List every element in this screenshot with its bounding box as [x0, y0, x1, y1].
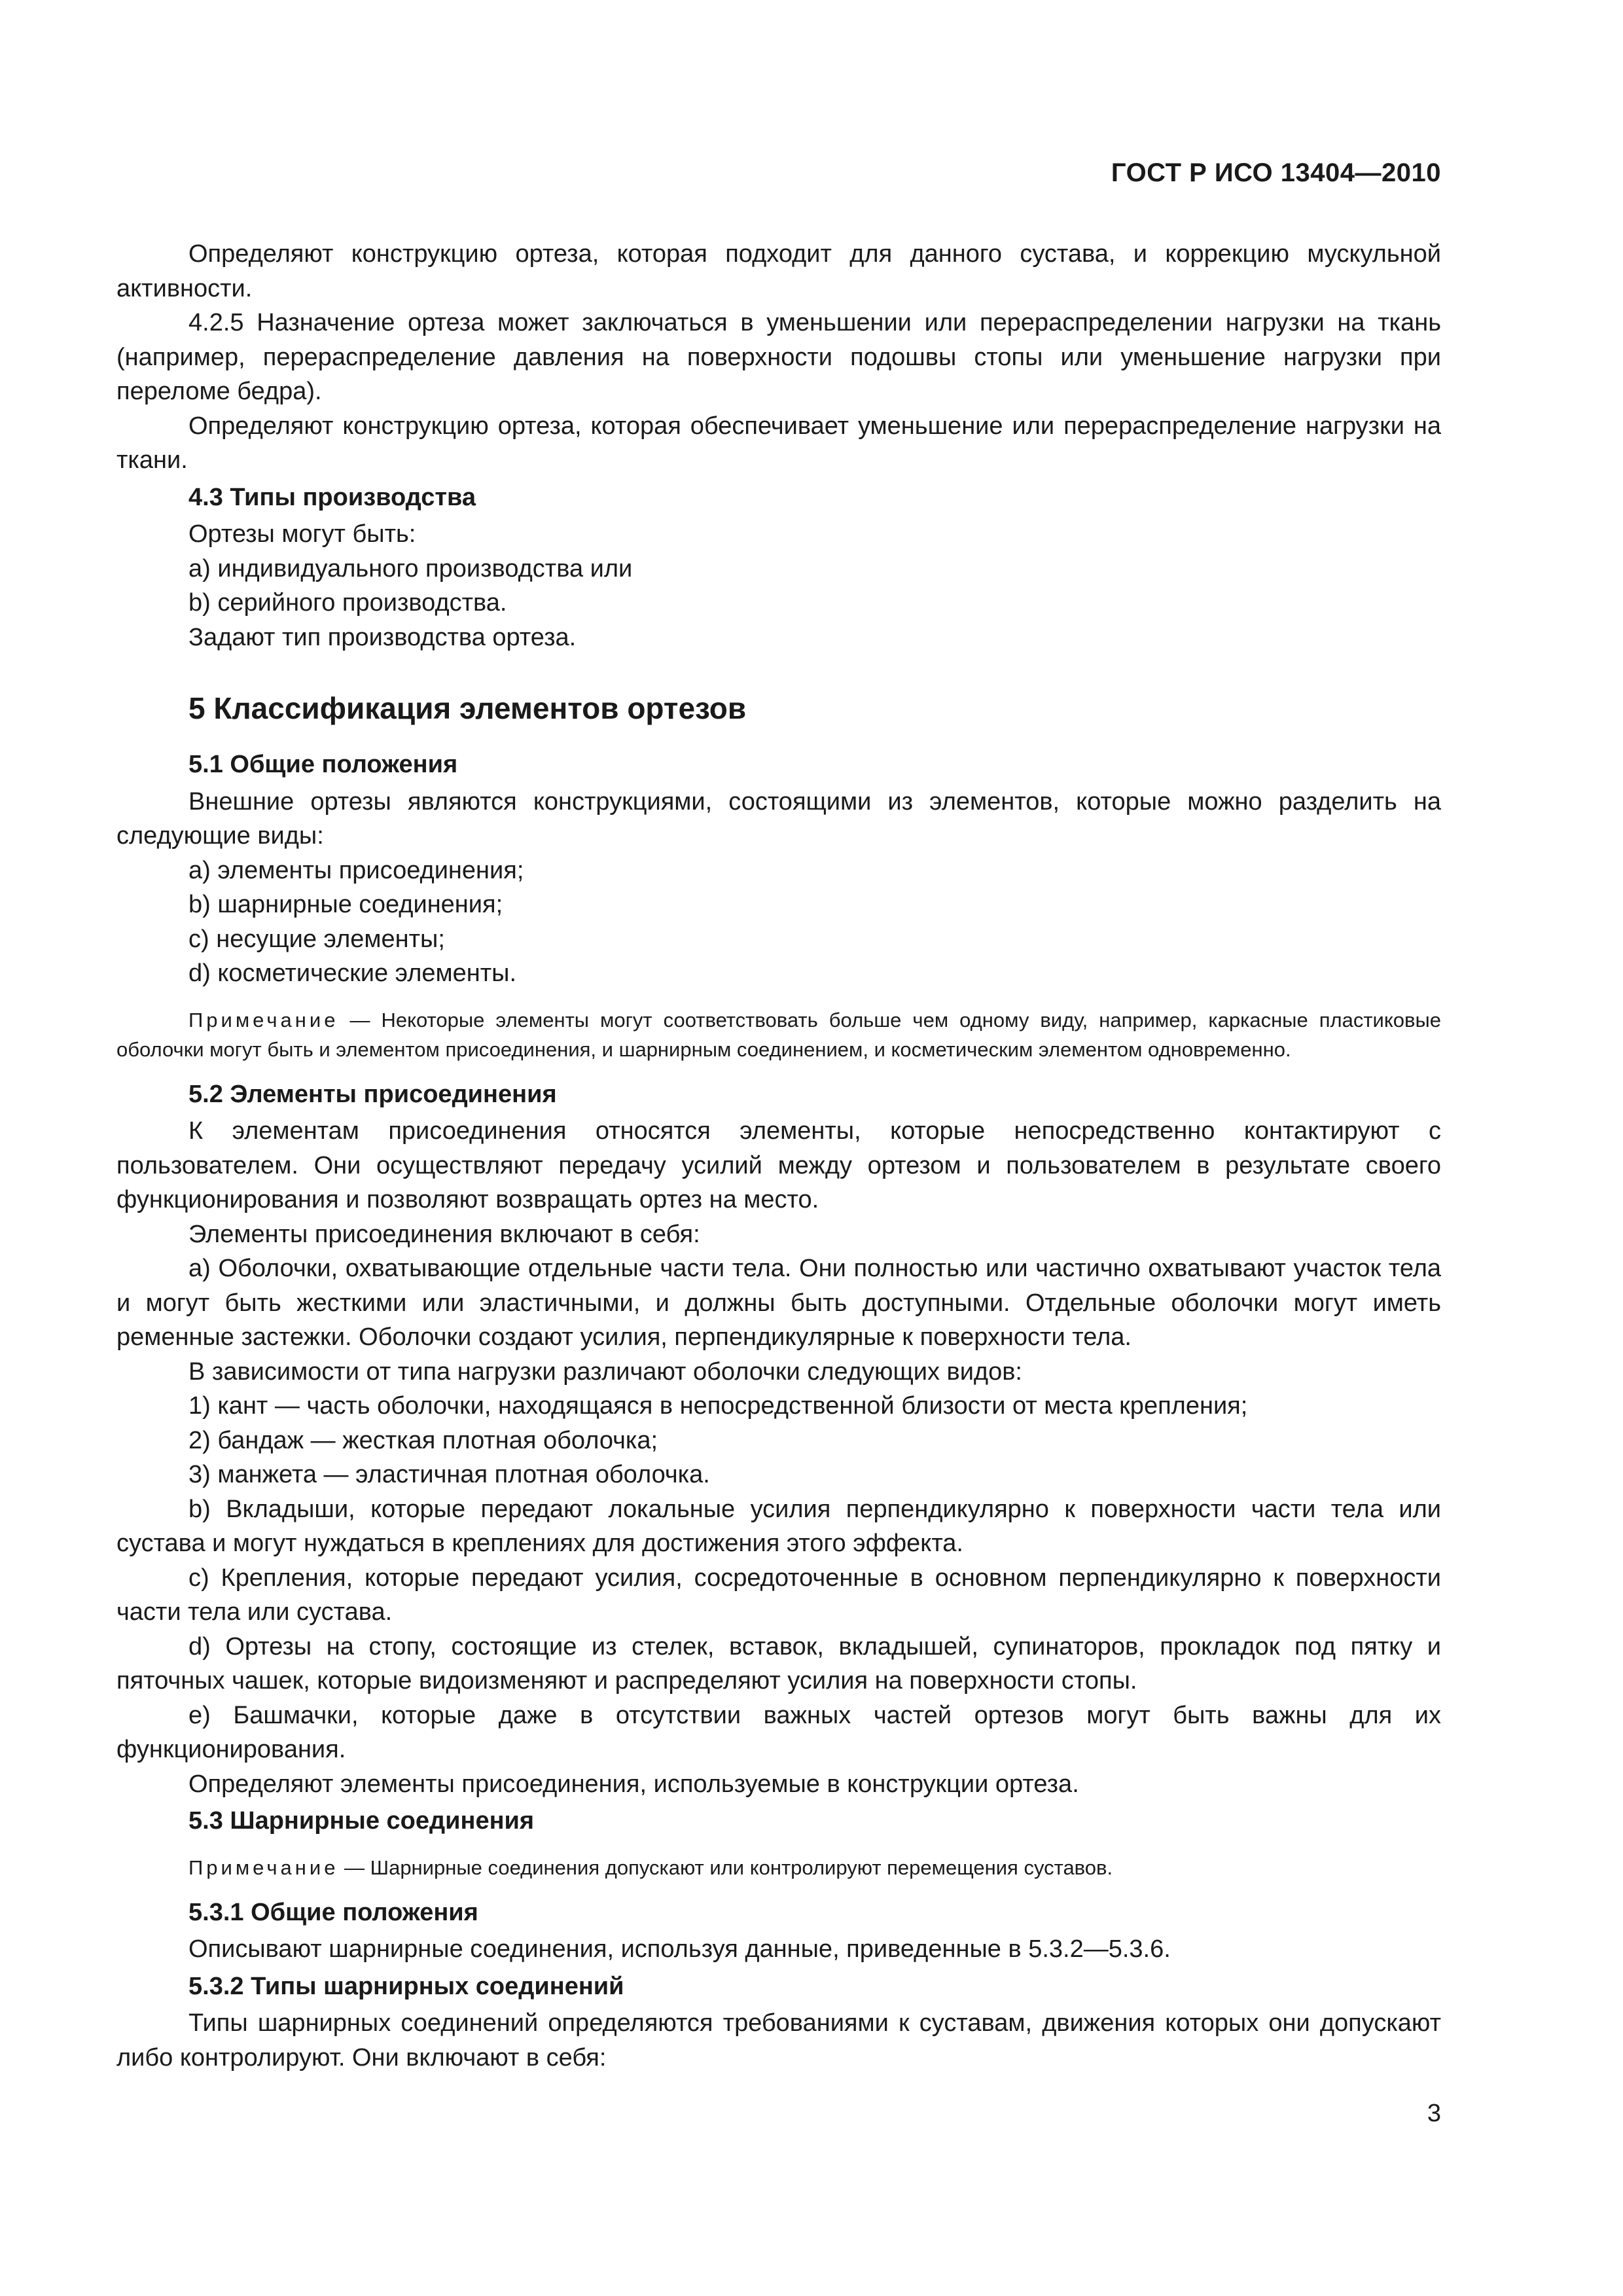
note-label: Примечание — [188, 1856, 339, 1879]
note — [116, 1005, 1441, 1064]
list-item: 2) бандаж — жесткая плотная оболочка; — [188, 1426, 658, 1454]
paragraph: Определяют конструкцию ортеза, которая подходит для данного сустава, и коррекцию мускульной активности. — [116, 240, 1441, 302]
paragraph: c) Крепления, которые передают усилия, сосредоточенные в основном перпендикулярно к поверхности части тела или сустава. — [116, 1564, 1441, 1626]
note-text: — Шарнирные соединения допускают или контролируют перемещения суставов. — [338, 1856, 1113, 1879]
paragraph: Определяют элементы присоединения, используемые в конструкции ортеза. — [188, 1770, 1079, 1798]
paragraph: Описывают шарнирные соединения, используя данные, приведенные в 5.3.2—5.3.6. — [188, 1935, 1171, 1963]
paragraph: В зависимости от типа нагрузки различают оболочки следующих видов: — [188, 1357, 1022, 1386]
note-label: Примечание — [188, 1008, 339, 1031]
section-heading-5: 5 Классификация элементов ортезов — [188, 691, 747, 725]
paragraph: Внешние ортезы являются конструкциями, состоящими из элементов, которые можно разделить на следующие виды: — [116, 787, 1441, 850]
list-item: d) косметические элементы. — [188, 960, 517, 987]
paragraph: a) Оболочки, охватывающие отдельные части тела. Они полностью или частично охватывают участок тела и могут быть жесткими или эластичными, и должны быть доступными. Отдельные оболочки могут иметь ременные застежки. Оболочки создают усилия, перпендикулярные к поверхности тела. — [116, 1255, 1441, 1351]
note — [116, 1853, 1441, 1882]
section-heading-5-1: 5.1 Общие положения — [188, 751, 458, 778]
section-heading-5-2: 5.2 Элементы присоединения — [188, 1080, 557, 1108]
paragraph: b) Вкладыши, которые передают локальные усилия перпендикулярно к поверхности части тела или сустава и могут нуждаться в креплениях для достижения этого эффекта. — [116, 1495, 1441, 1557]
section-heading-5-3: 5.3 Шарнирные соединения — [188, 1807, 535, 1835]
section-heading-5-3-1: 5.3.1 Общие положения — [188, 1898, 478, 1926]
paragraph: d) Ортезы на стопу, состоящие из стелек, вставок, вкладышей, супинаторов, прокладок под пятку и пяточных чашек, которые видоизменяют и распределяют усилия на поверхности стопы. — [116, 1632, 1441, 1695]
list-item: b) серийного производства. — [188, 589, 507, 617]
paragraph: Определяют конструкцию ортеза, которая обеспечивает уменьшение или перераспределение нагрузки на ткани. — [116, 412, 1441, 474]
list-item: a) индивидуального производства или — [188, 554, 633, 583]
paragraph: К элементам присоединения относятся элементы, которые непосредственно контактируют с пользователем. Они осуществляют передачу усилий между ортезом и пользователем в результате своего функционирования и позволяют возвращать ортез на место. — [116, 1117, 1441, 1213]
list-item: a) элементы присоединения; — [188, 856, 524, 884]
page-number: 3 — [1427, 2100, 1441, 2127]
paragraph: 4.2.5 Назначение ортеза может заключаться в уменьшении или перераспределении нагрузки на ткань (например, перераспределение давления на поверхности подошвы стопы или уменьшение нагрузки при переломе бедра). — [116, 309, 1441, 405]
document-body — [116, 237, 1441, 2075]
list-item: c) несущие элементы; — [188, 925, 445, 953]
document-code: ГОСТ Р ИСО 13404—2010 — [1111, 158, 1441, 187]
list-item: 1) кант — часть оболочки, находящаяся в непосредственной близости от места крепления; — [188, 1392, 1248, 1420]
paragraph: Типы шарнирных соединений определяются требованиями к суставам, движения которых они допускают либо контролируют. Они включают в себя: — [116, 2009, 1441, 2072]
paragraph: Элементы присоединения включают в себя: — [188, 1220, 700, 1248]
paragraph: Ортезы могут быть: — [188, 520, 416, 548]
paragraph: Задают тип производства ортеза. — [188, 623, 577, 651]
paragraph: e) Башмачки, которые даже в отсутствии важных частей ортезов могут быть важны для их функционирования. — [116, 1701, 1441, 1763]
note-text: — Некоторые элементы могут соответствовать больше чем одному виду, например, каркасные пластиковые оболочки могут быть и элементом присоединения, и шарнирным соединением, и косметическим элементом одновременно. — [116, 1008, 1441, 1061]
section-heading-4-3: 4.3 Типы производства — [188, 483, 476, 511]
list-item: b) шарнирные соединения; — [188, 891, 503, 918]
section-heading-5-3-2: 5.3.2 Типы шарнирных соединений — [188, 1972, 624, 2000]
list-item: 3) манжета — эластичная плотная оболочка. — [188, 1461, 710, 1488]
